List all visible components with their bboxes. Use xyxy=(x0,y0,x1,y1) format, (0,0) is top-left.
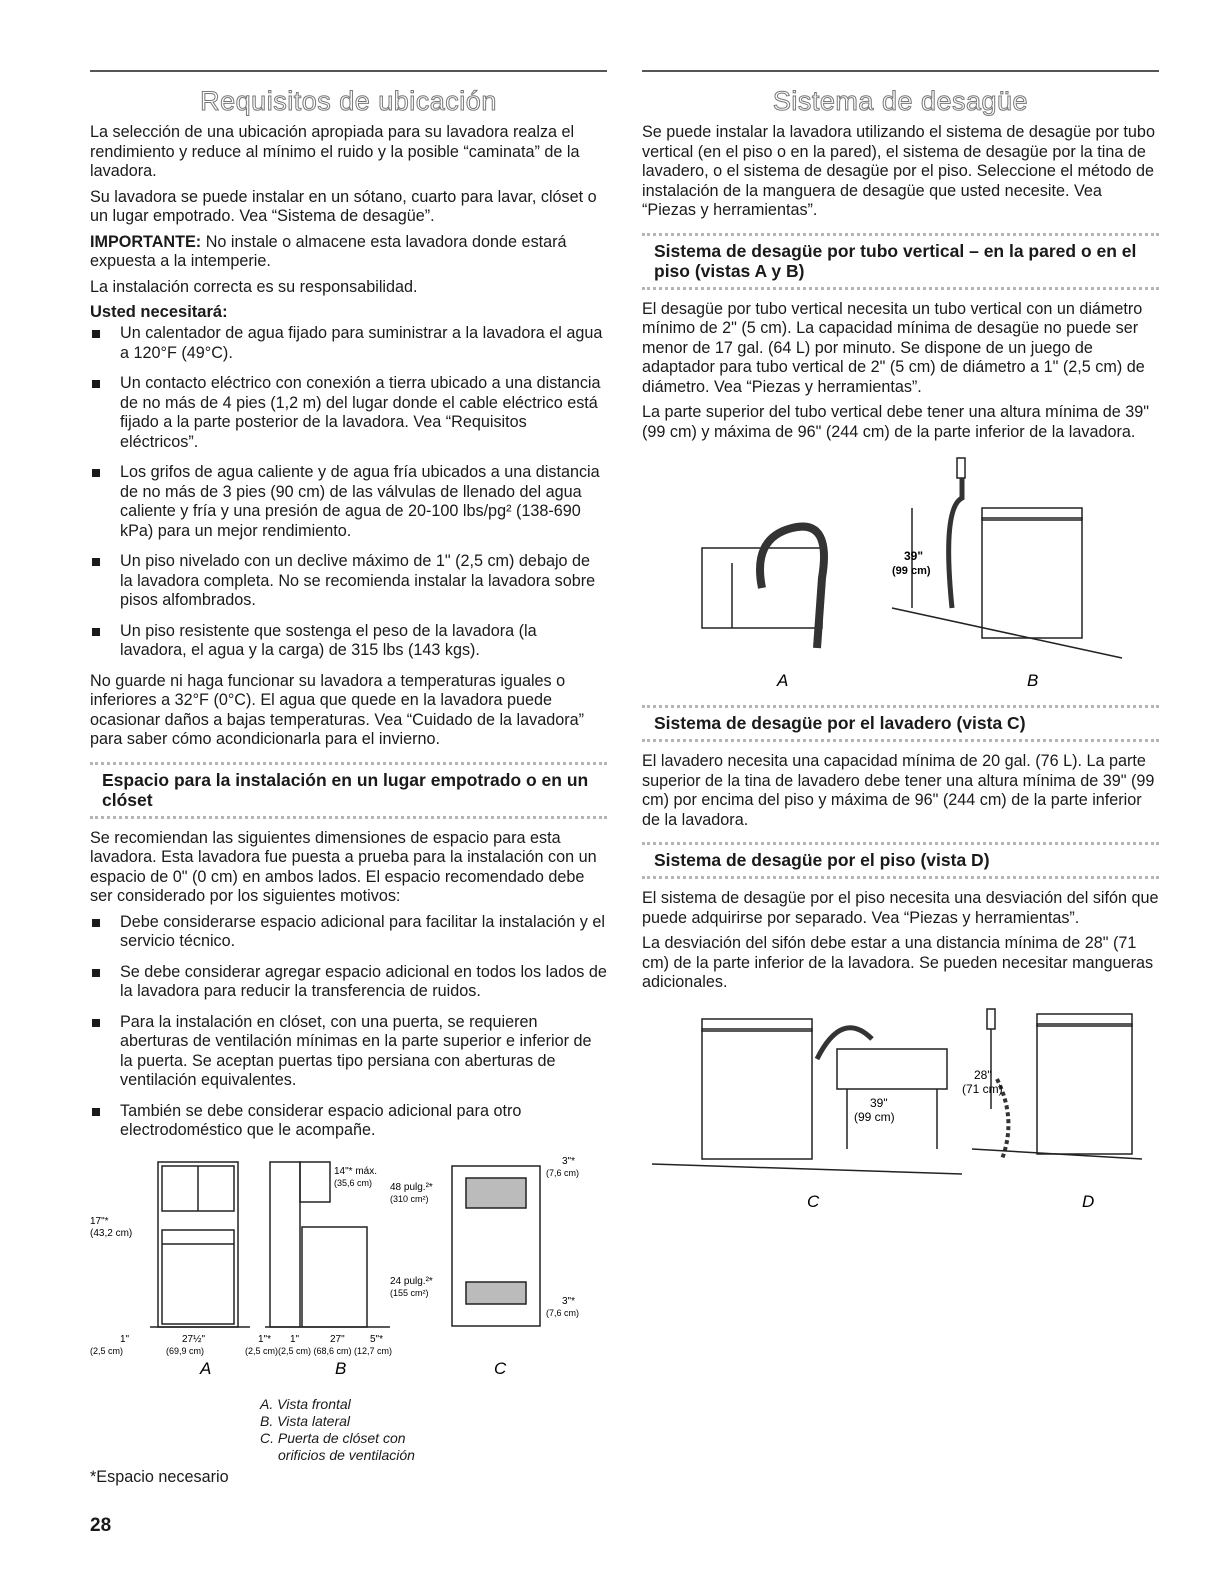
view-b-drawing xyxy=(892,458,1122,658)
caption-c-cont: orificios de ventilación xyxy=(278,1446,415,1463)
clearance-figure xyxy=(90,1152,607,1402)
section-title-location: Requisitos de ubicación xyxy=(200,86,497,116)
paragraph: El lavadero necesita una capacidad mínima de 20 gal. (76 L). La parte superior de la tina de lavadero debe tener una altura mínima de 39" (99 cm) por encima del piso y máxima de 96" (244 cm) de la parte inferior de la lavadora. xyxy=(642,752,1155,829)
fig-label-c: C xyxy=(494,1358,507,1378)
footnote: *Espacio necesario xyxy=(90,1468,229,1486)
dim-48cm-label: (310 cm²) xyxy=(390,1193,429,1204)
fig-label-a: A xyxy=(200,1358,212,1378)
dim-3acm-label: (7,6 cm) xyxy=(546,1167,580,1178)
tub-floor-diagram xyxy=(642,999,1159,1219)
caption-b: B. Vista lateral xyxy=(260,1412,351,1429)
dim-1-label: 1" xyxy=(120,1333,130,1345)
view-a-drawing xyxy=(702,527,824,648)
reasons-list xyxy=(90,913,607,1141)
dim-99cm-label: (99 cm) xyxy=(892,565,931,577)
right-column xyxy=(642,70,1159,1219)
clearance-diagram xyxy=(90,1152,607,1402)
important-label: IMPORTANTE: xyxy=(90,232,202,251)
dim-39-label: 39" xyxy=(904,549,924,563)
paragraph: No guarde ni haga funcionar su lavadora a temperaturas iguales o inferiores a 32°F (0°C). El agua que quede en la lavadora puede ocasionar daños a bajas temperaturas. Vea “Cuidado de la lavadora” para saber cómo acondicionarla para el invierno. xyxy=(90,671,585,748)
dim-b27-label: 27" xyxy=(330,1333,345,1345)
view-c-drawing xyxy=(652,1019,962,1174)
dim-27hcm-label: (69,9 cm) xyxy=(166,1345,205,1356)
dim-24cm-label: (155 cm²) xyxy=(390,1287,429,1298)
page-number: 28 xyxy=(90,1515,112,1536)
list-item: También se debe considerar espacio adicional para otro electrodoméstico que le acompañe. xyxy=(90,1102,607,1141)
paragraph: La instalación correcta es su responsabilidad. xyxy=(90,277,418,296)
top-rule xyxy=(642,70,1159,72)
dim-3bcm-label: (7,6 cm) xyxy=(546,1307,580,1318)
list-item: Para la instalación en clóset, con una puerta, se requieren aberturas de ventilación mínimas en la parte superior e inferior de la puerta. Se aceptan puertas tipo persiana con aberturas de ventilación equivalentes. xyxy=(90,1013,607,1091)
important-note xyxy=(90,233,607,272)
fig-label-d: D xyxy=(1082,1191,1095,1211)
caption-a: A. Vista frontal xyxy=(260,1395,351,1412)
list-item: Un calentador de agua fijado para suministrar a la lavadora el agua a 120°F (49°C). xyxy=(90,324,607,363)
dim-24-label: 24 pulg.²* xyxy=(390,1275,433,1287)
paragraph: El sistema de desagüe por el piso necesita una desviación del sifón que puede adquirirse por separado. Vea “Piezas y herramientas”. xyxy=(642,889,1159,927)
paragraph: Su lavadora se puede instalar en un sótano, cuarto para lavar, clóset o un lugar empotrado. Vea “Sistema de desagüe”. xyxy=(90,187,597,225)
subheading-standpipe: Sistema de desagüe por tubo vertical – en la pared o en el piso (vistas A y B) xyxy=(642,233,1159,290)
dim-27h-label: 27½" xyxy=(182,1333,206,1345)
figure-captions xyxy=(260,1396,777,1464)
dim-b5-label: 5"* xyxy=(370,1333,384,1345)
list-item: Un piso resistente que sostenga el peso de la lavadora (la lavadora, el agua y la carga) de 315 lbs (143 kgs). xyxy=(90,622,607,661)
needs-heading: Usted necesitará: xyxy=(90,303,228,321)
subheading-floor-drain: Sistema de desagüe por el piso (vista D) xyxy=(642,842,1159,879)
subheading-recess: Espacio para la instalación en un lugar empotrado o en un clóset xyxy=(90,762,607,819)
dim-1cm-label: (2,5 cm) xyxy=(90,1345,124,1356)
left-column xyxy=(90,70,607,1470)
list-item: Debe considerarse espacio adicional para facilitar la instalación y el servicio técnico. xyxy=(90,913,607,952)
list-item: Los grifos de agua caliente y de agua fría ubicados a una distancia de no más de 3 pies (90 cm) de las válvulas de llenado del agua caliente y fría y una presión de agua de 20-100 lbs/pg² (138-690 kPa) para un mejor rendimiento. xyxy=(90,463,607,541)
front-view-drawing xyxy=(150,1162,250,1327)
section-title-drain: Sistema de desagüe xyxy=(772,86,1029,116)
tub-floor-figure xyxy=(642,999,1159,1219)
dim-14-label: 14"* máx. xyxy=(334,1165,378,1177)
dim-17-label: 17"* xyxy=(90,1215,109,1227)
top-rule xyxy=(90,70,607,72)
paragraph: Se puede instalar la lavadora utilizando el sistema de desagüe por tubo vertical (en el piso o en la pared), el sistema de desagüe por la tina de lavadero, o el sistema de desagüe por el piso. Seleccione el método de instalación de la manguera de desagüe que usted necesite. Vea “Piezas y herramientas”. xyxy=(642,123,1155,219)
list-item: Se debe considerar agregar espacio adicional en todos los lados de la lavadora para reducir la transferencia de ruidos. xyxy=(90,963,607,1002)
closet-door-drawing xyxy=(452,1166,540,1326)
paragraph: La selección de una ubicación apropiada para su lavadora realza el rendimiento y reduce al mínimo el ruido y la posible “caminata” de la lavadora. xyxy=(90,123,580,180)
important-text: No instale o almacene esta lavadora donde estará expuesta a la intemperie. xyxy=(90,232,567,270)
fig-label-c: C xyxy=(807,1191,820,1211)
needs-list xyxy=(90,324,607,661)
standpipe-diagram xyxy=(642,448,1159,693)
fig-label-b: B xyxy=(335,1358,347,1378)
caption-c: C. Puerta de clóset con xyxy=(260,1429,406,1446)
paragraph: La desviación del sifón debe estar a una distancia mínima de 28" (71 cm) de la parte inferior de la lavadora. Se pueden necesitar mangueras adicionales. xyxy=(642,934,1154,991)
dim-b1b-label: 1" xyxy=(290,1333,300,1345)
dim-17cm-label: (43,2 cm) xyxy=(90,1227,133,1239)
list-item: Un contacto eléctrico con conexión a tierra ubicado a una distancia de no más de 4 pies (1,2 m) del lugar donde el cable eléctrico está fijado a la parte posterior de la lavadora. Vea “Requisitos eléctricos”. xyxy=(90,374,607,452)
dim-3a-label: 3"* xyxy=(562,1155,576,1167)
dim-14cm-label: (35,6 cm) xyxy=(334,1177,373,1188)
subheading-laundry-tub: Sistema de desagüe por el lavadero (vista C) xyxy=(642,705,1159,742)
dim-48-label: 48 pulg.²* xyxy=(390,1181,433,1193)
dim-d-cm-label: (71 cm) xyxy=(962,1081,1003,1096)
paragraph: Se recomiendan las siguientes dimensiones de espacio para esta lavadora. Esta lavadora fue puesta a prueba para la instalación con un espacio de 0" (0 cm) en ambos lados. El espacio recomendado debe ser considerado por los siguientes motivos: xyxy=(90,828,597,905)
dim-c-label: 39" xyxy=(870,1095,888,1110)
standpipe-figure xyxy=(642,448,1159,693)
list-item: Un piso nivelado con un declive máximo de 1" (2,5 cm) debajo de la lavadora completa. No se recomienda instalar la lavadora sobre pisos alfombrados. xyxy=(90,552,607,611)
dim-3b-label: 3"* xyxy=(562,1295,576,1307)
dim-c-cm-label: (99 cm) xyxy=(854,1109,895,1124)
dim-d-label: 28" xyxy=(974,1067,992,1082)
dim-b1-label: 1"* xyxy=(258,1333,272,1345)
paragraph: El desagüe por tubo vertical necesita un tubo vertical con un diámetro mínimo de 2" (5 cm). La capacidad mínima de desagüe no puede ser menor de 17 gal. (64 L) por minuto. Se dispone de un juego de adaptador para tubo vertical de 2" (5 cm) de diámetro a 1" (2,5 cm) de diámetro. Vea “Piezas y herramientas”. xyxy=(642,299,1145,396)
dim-bcm-label: (2,5 cm)(2,5 cm) (68,6 cm) (12,7 cm) xyxy=(245,1345,393,1356)
paragraph: La parte superior del tubo vertical debe tener una altura mínima de 39" (99 cm) y máxima de 96" (244 cm) de la parte inferior de la lavadora. xyxy=(642,403,1149,441)
fig-label-a: A xyxy=(777,671,789,690)
fig-label-b: B xyxy=(1027,671,1039,690)
